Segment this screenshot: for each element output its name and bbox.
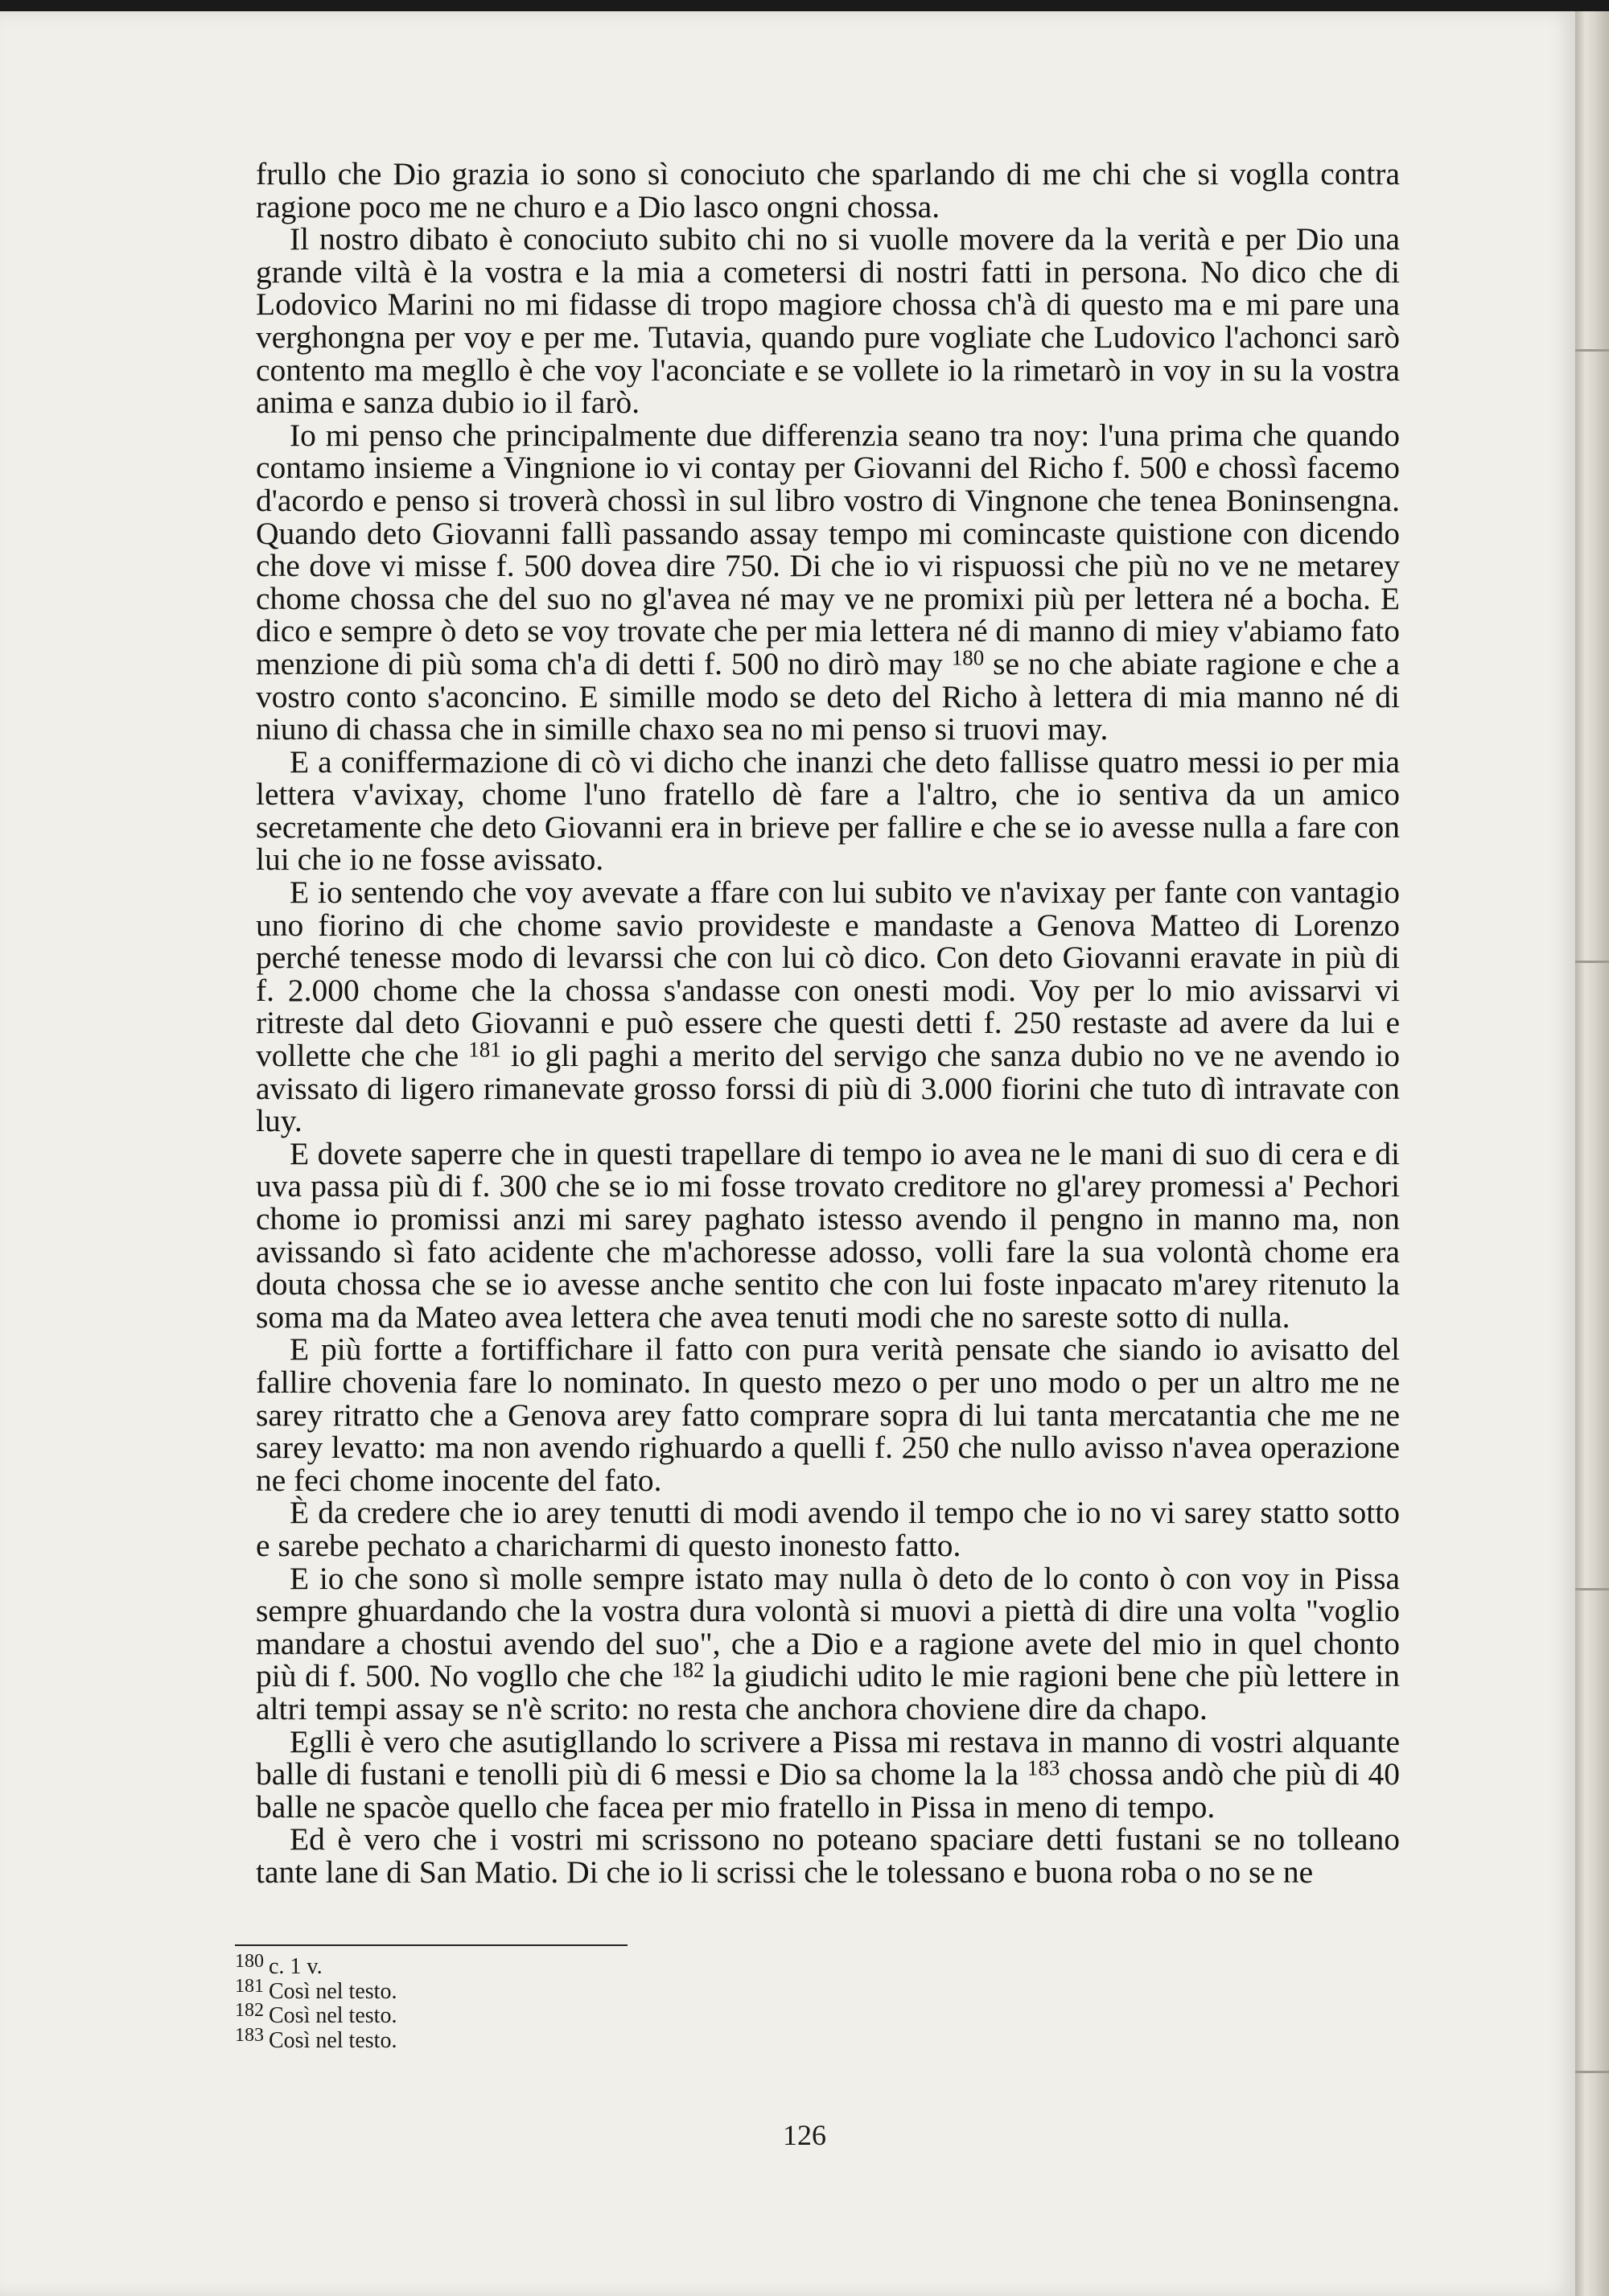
footnote-number: 183 [235, 2024, 264, 2046]
paragraph [256, 876, 1400, 1138]
paragraph [256, 158, 1400, 223]
paragraph-text: chossa andò che più di 40 balle ne spacòe quello che facea per mio fratello in Pissa in meno di tempo. [256, 1756, 1400, 1825]
footnotes [235, 1951, 879, 2053]
footnote-reference: 183 [1027, 1755, 1060, 1780]
footnote-number: 182 [235, 2000, 264, 2021]
page-edge [1575, 11, 1609, 2296]
paragraph [256, 1562, 1400, 1726]
page-number: 126 [783, 2119, 826, 2151]
paragraph [256, 223, 1400, 419]
paragraph-text: se no che abiate ragione e che a vostro conto s'aconcino. E simille modo se deto del Richo à lettera di mia manno né di niuno di chassa che in simille chaxo sea no mi penso si truovi may. [256, 645, 1400, 747]
scan-top-border [0, 0, 1609, 11]
body-text [256, 158, 1400, 1888]
paragraph [256, 743, 1400, 878]
footnote-number: 180 [235, 1951, 264, 1972]
paragraph [256, 419, 1400, 746]
paragraph-text: Io mi penso che principalmente due differenzia seano tra noy: l'una prima che quando contamo insieme a Vingnione io vi contay per Giovanni del Richo f. 500 e chossì facemo d'acordo e penso si troverà chossì in sul libro vostro di Vingnone che tenea Boninsengna. Quando deto Giovanni fallì passando assay tempo mi comincaste quistione con dicendo che dove vi misse f. 500 dovea dire 750. Di che io vi rispuossi che più no ve ne metarey chome chossa che del suo no gl'avea né may ve ne promixi più per lettera né a bocha. E dico e sempre ò deto se voy trovate che per mia lettera né di manno di miey v'abiamo fato menzione di più soma ch'a di detti f. 500 no dirò may [256, 417, 1400, 681]
footnote [235, 2024, 879, 2054]
paragraph-text: Eglli è vero che asutigllando lo scrivere a Pissa mi restava in manno di vostri alquante balle di fustani e tenolli più di 6 messi e Dio sa chome la la [256, 1723, 1400, 1792]
paragraph [256, 1496, 1400, 1562]
paragraph-text: E a coniffermazione di cò vi dicho che inanzi che deto fallisse quatro messi io per mia lettera v'avixay, chome l'uno fratello dè fare a l'altro, che io sentiva da un amico secretamente che deto Giovanni era in brieve per fallire e che se io avesse nulla a fare con lui che io ne fosse avissato. [256, 743, 1400, 878]
footnote-reference: 182 [671, 1657, 705, 1682]
footnote-text: Così nel testo. [269, 2003, 397, 2028]
footnote-text: c. 1 v. [269, 1954, 323, 1979]
paragraph [256, 1135, 1400, 1335]
footnote-reference: 180 [951, 645, 985, 670]
paragraph-text: E più fortte a fortiffichare il fatto con pura verità pensate che siando io avisatto del fallire chovenia fare lo nominato. In questo mezo o per uno modo o per un altro me ne sarey ritratto che a Genova arey fatto comprare sopra di lui tanta mercatantia che me ne sarey levatto: ma non avendo righuardo a quelli f. 250 che nullo avisso n'avea operazione ne feci chome inocente del fato. [256, 1331, 1400, 1498]
footnote [235, 1975, 879, 2005]
footnote-text: Così nel testo. [269, 2027, 397, 2053]
paragraph [256, 1823, 1400, 1888]
paragraph [256, 1723, 1400, 1825]
footnote-rule [235, 1944, 628, 1946]
paragraph-text: E io sentendo che voy avevate a ffare con lui subito ve n'avixay per fante con vantagio uno fiorino di che chome savio provideste e mandaste a Genova Matteo di Lorenzo perché tenesse modo di levarssi che con lui cò dico. Con deto Giovanni eravate in più di f. 2.000 chome che la chossa s'andasse con onesti modi. Voy per lo mio avissarvi vi ritreste dal deto Giovanni e può essere che questi detti f. 250 restaste ad avere da lui e vollette che che [256, 874, 1400, 1074]
footnote [235, 1951, 879, 1980]
paragraph-text: io gli paghi a merito del servigo che sanza dubio no ve ne avendo io avissato di ligero rimanevate grosso forssi di più di 3.000 fiorini che tuto dì intravate con luy. [256, 1038, 1401, 1139]
footnote-text: Così nel testo. [269, 1978, 397, 2004]
paragraph-text: Ed è vero che i vostri mi scrissono no poteano spaciare detti fustani se no tolleano tante lane di San Matio. Di che io li scrissi che le tolessano e buona roba o no se ne [256, 1821, 1400, 1890]
footnote-reference: 181 [468, 1037, 501, 1062]
paragraph-text: frullo che Dio grazia io sono sì conociuto che sparlando di me chi che si voglla contra ragione poco me ne churo e a Dio lasco ongni chossa. [256, 156, 1400, 224]
paragraph-text: E io che sono sì molle sempre istato may nulla ò deto de lo conto ò con voy in Pissa sempre ghuardando che la vostra dura volontà si muovi a piettà di dire una volta "voglio mandare a chostui avendo del suo", che a Dio e a ragione avete del mio in quel chonto più di f. 500. No vogllo che che [256, 1560, 1400, 1694]
footnote [235, 2000, 879, 2029]
paragraph-text: Il nostro dibato è conociuto subito chi no si vuolle movere da la verità e per Dio una grande viltà è la vostra e la mia a cometersi di nostri fatti in persona. No dico che di Lodovico Marini no mi fidasse di tropo magiore chossa ch'à di questo ma e mi pare una verghongna per voy e per me. Tutavia, quando pure vogliate che Ludovico l'achonci sarò contento ma megllo è che voy l'aconciate e se vollete io la rimetarò in voy in su la vostra anima e sanza dubio io il farò. [256, 221, 1400, 421]
paragraph-text: E dovete saperre che in questi trapellare di tempo io avea ne le mani di suo di cera e di uva passa più di f. 300 che se io mi fosse trovato creditore no gl'arey promessi a' Pechori chome io promissi anzi mi sarey paghato istesso avendo il pengno in manno ma, non avissando sì fato acidente che m'achoresse adosso, volli fare la sua volontà chome era douta chossa che se io avesse anche sentito che con lui foste inpacato m'arey ritenuto la soma ma da Mateo avea lettera che avea tenuti modi che no sareste sotto di nulla. [256, 1135, 1400, 1335]
paragraph [256, 1333, 1400, 1496]
paragraph-text: È da credere che io arey tenutti di modi avendo il tempo che io no vi sarey statto sotto e sarebe pechato a charicharmi di questo inonesto fatto. [256, 1495, 1400, 1563]
footnote-number: 181 [235, 1975, 264, 1997]
paragraph-text: la giudichi udito le mie ragioni bene che più lettere in altri tempi assay se n'è scrito: no resta che anchora choviene dire da chapo. [256, 1658, 1400, 1726]
